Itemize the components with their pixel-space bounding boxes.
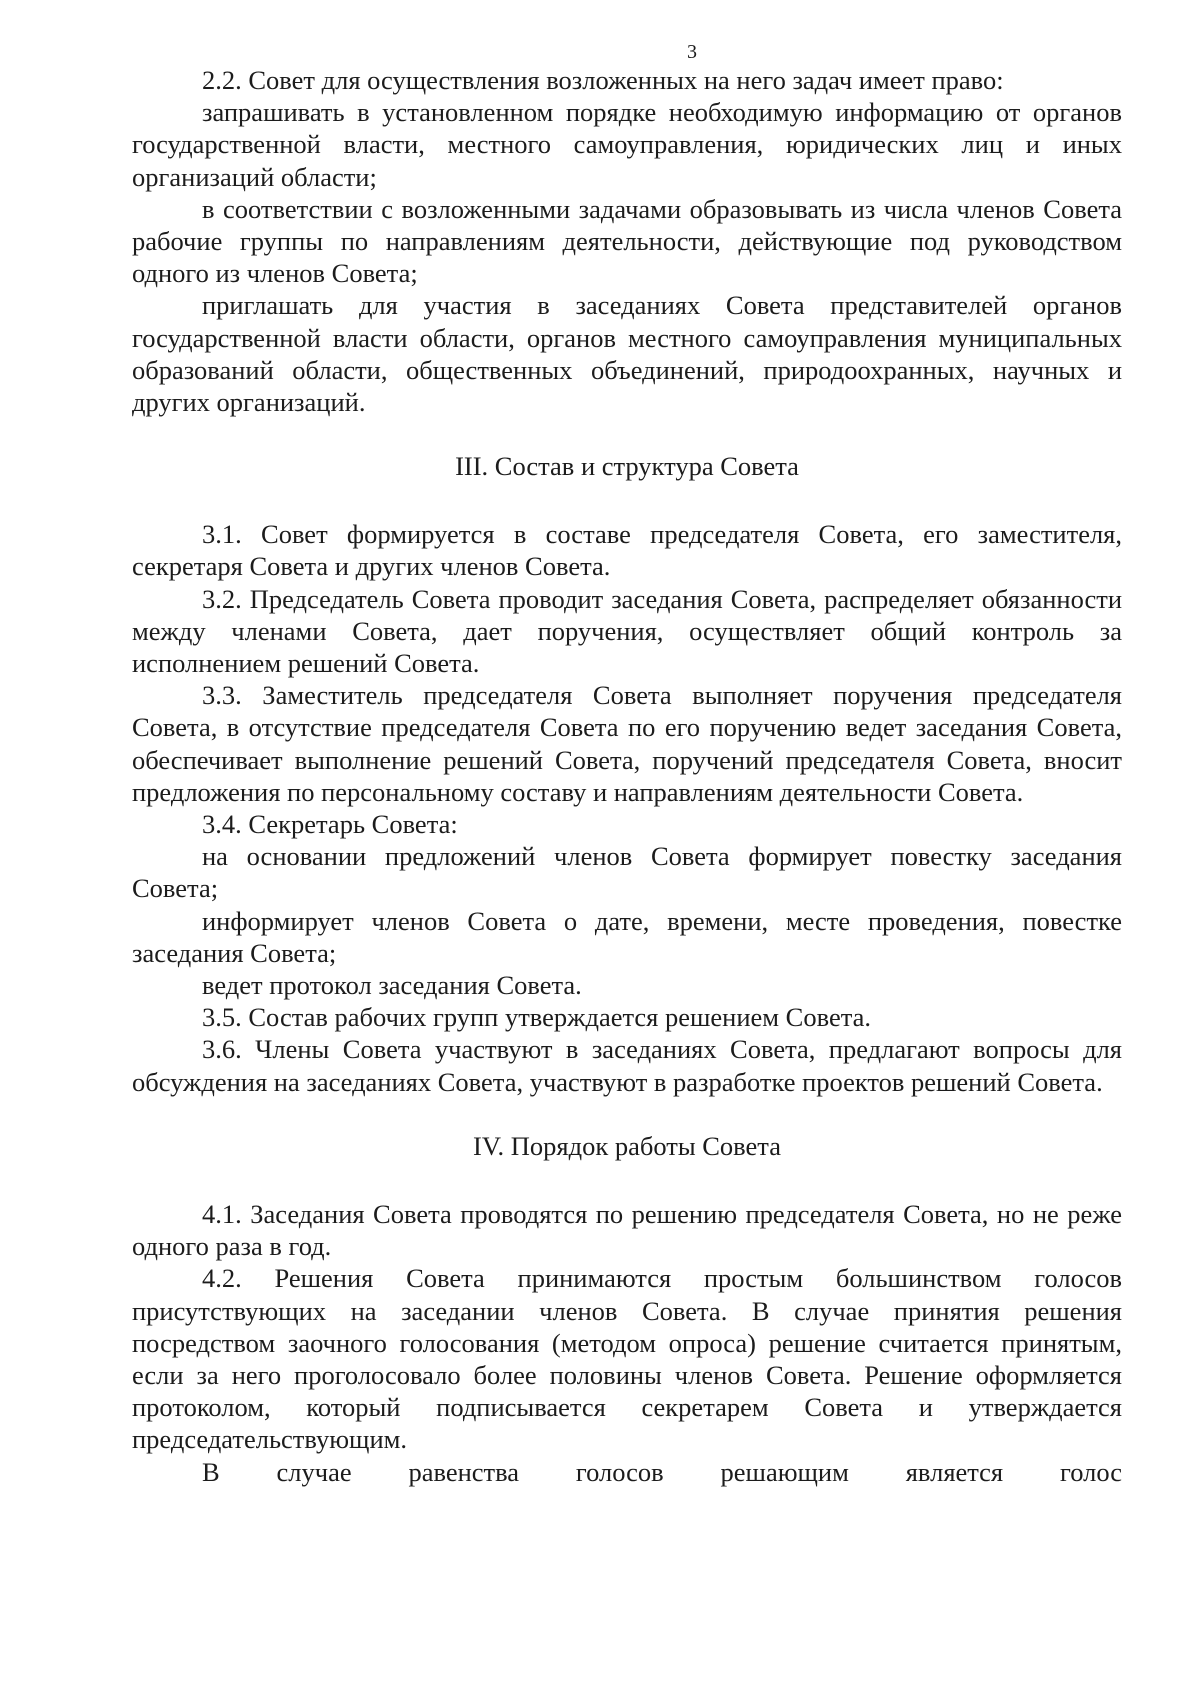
section-3-heading: III. Состав и структура Совета [455,451,799,482]
paragraph-3-2: 3.2. Председатель Совета проводит заседания Совета, распределяет обязанности между членами Совета, дает поручения, осуществляет общий контроль за исполнением решений Совета. [132,583,1122,679]
paragraph-4-2: 4.2. Решения Совета принимаются простым большинством голосов присутствующих на заседании членов Совета. В случае принятия решения посредством заочного голосования (методом опроса) решение считается принятым, если за него проголосовало более половины членов Совета. Решение оформляется протоколом, который подписывается секретарем Совета и утверждается председательствующим. [132,1263,1122,1455]
paragraph-3-1: 3.1. Совет формируется в составе председателя Совета, его заместителя, секретаря Совета и других членов Совета. [132,519,1122,582]
paragraph-3-3: 3.3. Заместитель председателя Совета выполняет поручения председателя Совета, в отсутствие председателя Совета по его поручению ведет заседания Совета, обеспечивает выполнение решений Совета, поручений председателя Совета, вносит предложения по персональному составу и направлениям деятельности Совета. [132,680,1122,807]
paragraph-4-2-tie-vote: В случае равенства голосов решающим является голос [202,1456,1122,1487]
paragraph-3-4-item-inform: информирует членов Совета о дате, времени, месте проведения, повестке заседания Совета; [132,905,1122,968]
section-4-heading: IV. Порядок работы Совета [473,1130,781,1161]
paragraph-3-4-item-protocol: ведет протокол заседания Совета. [202,970,582,1001]
section-3-body [132,518,1122,1098]
paragraph-2-2-item-working-groups: в соответствии с возложенными задачами образовывать из числа членов Совета рабочие группы по направлениям деятельности, действующие под руководством одного из членов Совета; [132,193,1122,289]
section-4-body [132,1198,1122,1488]
page-number: 3 [687,41,697,63]
paragraph-2-2-item-invite: приглашать для участия в заседаниях Совета представителей органов государственной власти области, органов местного самоуправления муниципальных образований области, общественных объединений, природоохранных, научных и других организаций. [132,290,1122,418]
paragraph-3-4-item-agenda: на основании предложений членов Совета формирует повестку заседания Совета; [132,841,1122,904]
document-page [132,40,1122,1488]
paragraph-4-1: 4.1. Заседания Совета проводятся по решению председателя Совета, но не реже одного раза в год. [132,1198,1122,1262]
paragraph-3-6: 3.6. Члены Совета участвуют в заседаниях Совета, предлагают вопросы для обсуждения на заседаниях Совета, участвуют в разработке проектов решений Совета. [132,1034,1122,1097]
paragraph-3-4: 3.4. Секретарь Совета: [202,809,458,840]
paragraph-3-5: 3.5. Состав рабочих групп утверждается решением Совета. [202,1002,872,1033]
paragraph-2-2-item-request-info: запрашивать в установленном порядке необходимую информацию от органов государственной власти, местного самоуправления, юридических лиц и иных организаций области; [132,97,1122,192]
paragraph-2-2: 2.2. Совет для осуществления возложенных на него задач имеет право: [202,65,1004,95]
section-2-continuation [132,64,1122,418]
